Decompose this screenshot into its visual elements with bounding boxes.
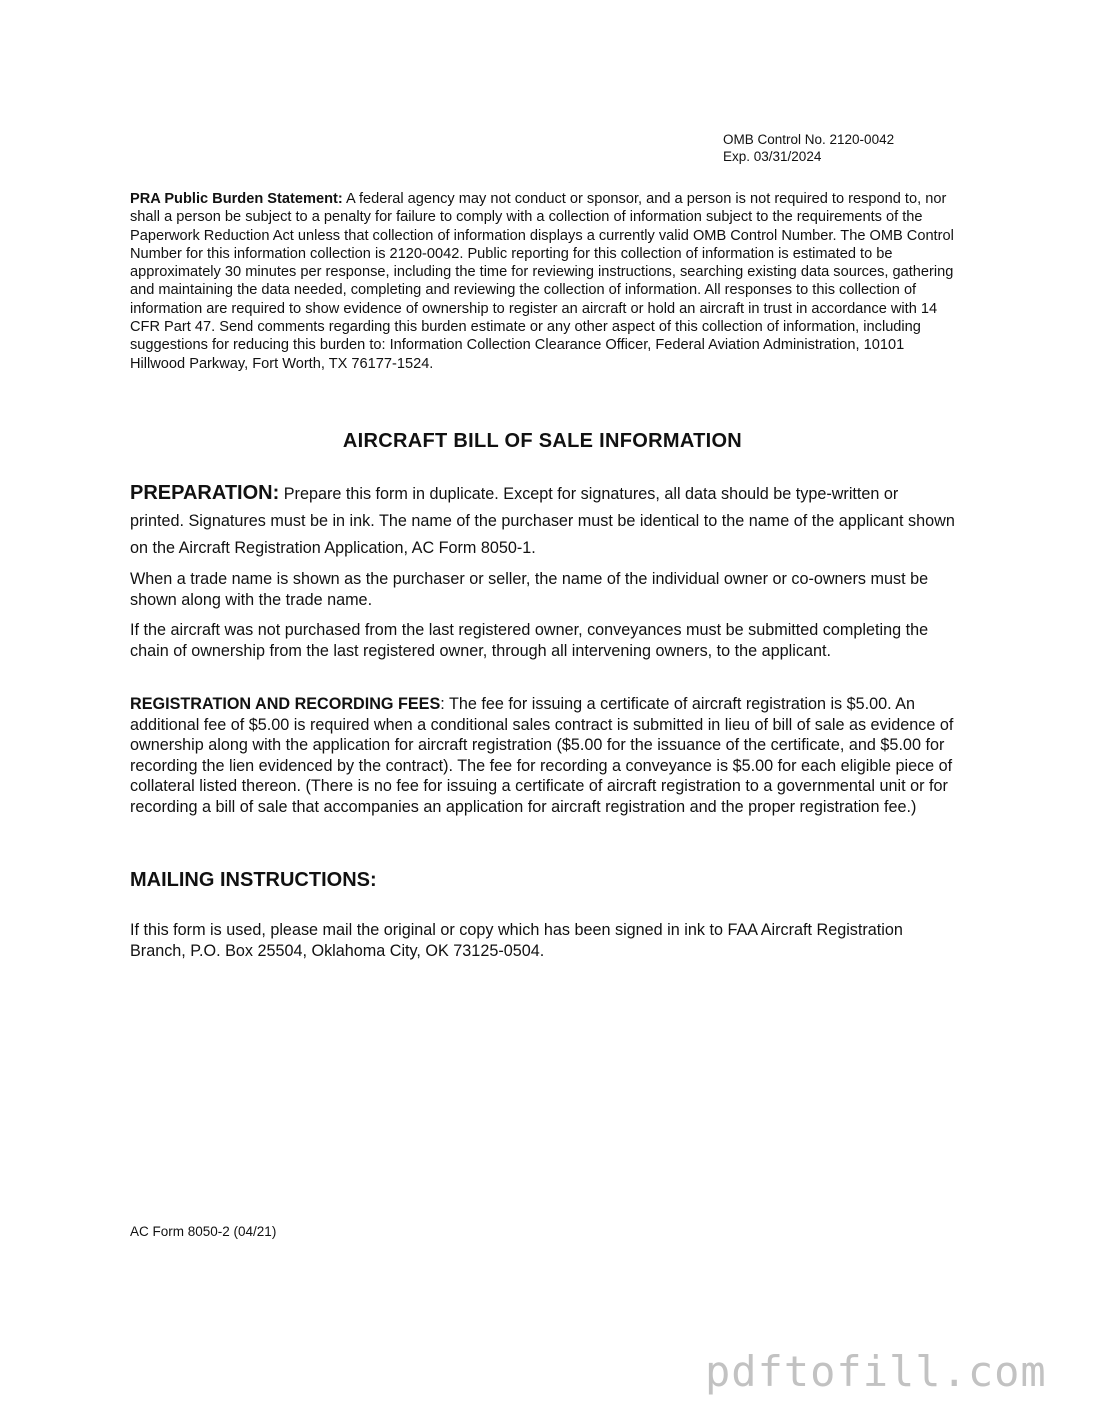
preparation-heading: PREPARATION:: [130, 482, 280, 504]
mailing-heading: MAILING INSTRUCTIONS:: [130, 869, 377, 891]
pra-body: A federal agency may not conduct or sponsor, and a person is not required to respond to, nor shall a person be subject to a penalty for failure to comply with a collection of information subject to the requirements of the Paperwork Reduction Act unless that collection of information displays a currently valid OMB Control Number. The OMB Control Number for this information collection is 2120-0042. Public reporting for this collection of information is estimated to be approximately 30 minutes per response, including the time for reviewing instructions, searching existing data sources, gathering and maintaining the data needed, completing and reviewing the collection of information. All responses to this collection of information are required to show evidence of ownership to register an aircraft or hold an aircraft in trust in accordance with 14 CFR Part 47. Send comments regarding this burden estimate or any other aspect of this collection of information, including suggestions for reducing this burden to: Information Collection Clearance Officer, Federal Aviation Administration, 10101 Hillwood Parkway, Fort Worth, TX 76177-1524.: [130, 191, 954, 372]
trade-name-paragraph: When a trade name is shown as the purchaser or seller, the name of the individual owner or co-owners must be shown along with the trade name.: [130, 570, 929, 609]
preparation-section: [130, 480, 955, 562]
fees-body: : The fee for issuing a certificate of aircraft registration is $5.00. An additional fee of $5.00 is required when a conditional sales contract is submitted in lieu of bill of sale as evidence of ownership along with the application for aircraft registration ($5.00 for the issuance of the certificate, and $5.00 for recording the lien evidenced by the contract). The fee for recording a conveyance is $5.00 for each eligible piece of collateral listed thereon. (There is no fee for issuing a certificate of aircraft registration to a governmental unit or for recording a bill of sale that accompanies an application for aircraft registration and the proper registration fee.): [130, 695, 954, 816]
chain-of-ownership-paragraph: If the aircraft was not purchased from the last registered owner, conveyances must be submitted completing the chain of ownership from the last registered owner, through all intervening owners, to the applicant.: [130, 621, 929, 660]
fees-heading: REGISTRATION AND RECORDING FEES: [130, 695, 441, 713]
preparation-body: Prepare this form in duplicate. Except for signatures, all data should be type-written or printed. Signatures must be in ink. The name of the purchaser must be identical to the name of the applicant shown on the Aircraft Registration Application, AC Form 8050-1.: [130, 485, 955, 557]
watermark-logo: pdftofill.com: [705, 1347, 1047, 1396]
omb-block: [723, 131, 894, 165]
mailing-paragraph: If this form is used, please mail the original or copy which has been signed in ink to FAA Aircraft Registration Branch, P.O. Box 25504, Oklahoma City, OK 73125-0504.: [130, 921, 903, 960]
page-title: AIRCRAFT BILL OF SALE INFORMATION: [342, 430, 743, 452]
pra-statement: [130, 190, 955, 373]
pra-lead: PRA Public Burden Statement:: [130, 191, 343, 207]
form-number-footer: AC Form 8050-2 (04/21): [130, 1224, 277, 1239]
fees-paragraph: [130, 694, 955, 817]
omb-control-number: OMB Control No. 2120-0042: [723, 132, 895, 147]
omb-expiration: Exp. 03/31/2024: [723, 149, 822, 164]
